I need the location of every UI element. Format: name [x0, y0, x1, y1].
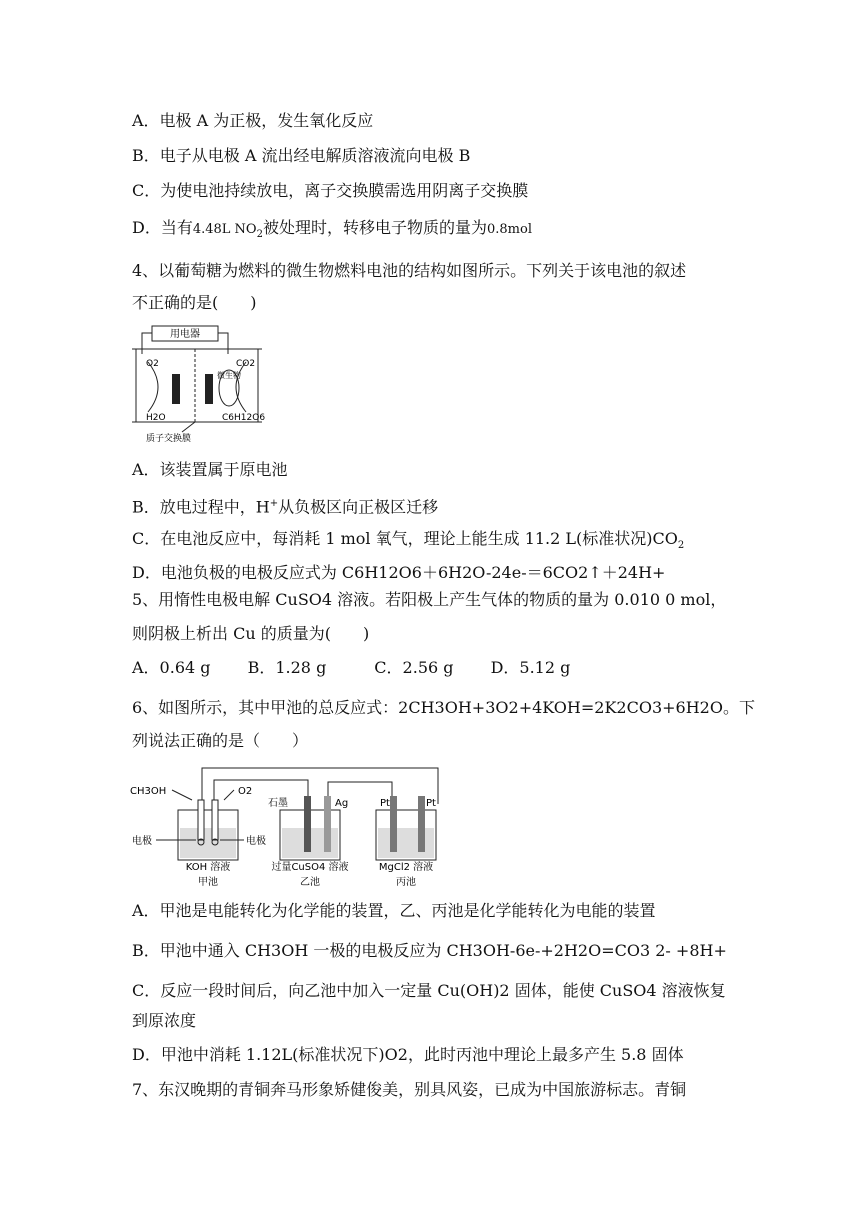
- q6-option-a: A．甲池是电能转化为化学能的装置，乙、丙池是化学能转化为电能的装置: [132, 901, 656, 920]
- electrolysis-diagram: [130, 760, 450, 890]
- electrode-left-label: 电极: [132, 836, 152, 847]
- graphite-label: 石墨: [268, 798, 288, 809]
- q6-option-c-line2: 到原浓度: [132, 1011, 197, 1030]
- q6-option-d: D．甲池中消耗 1.12L(标准状况下)O2，此时丙池中理论上最多产生 5.8 固体: [132, 1045, 684, 1064]
- ag-label: Ag: [335, 798, 349, 809]
- q4-option-a: A．该装置属于原电池: [132, 460, 288, 479]
- bing-label: 丙池: [396, 877, 416, 888]
- q7-stem-line1: 7、东汉晚期的青铜奔马形象矫健俊美，别具风姿，已成为中国旅游标志。青铜: [132, 1080, 687, 1099]
- h2o-label: H2O: [146, 413, 166, 423]
- pt2-label: Pt: [426, 798, 436, 809]
- microbe-label: 微生物: [217, 371, 241, 380]
- pt1-label: Pt: [380, 798, 390, 809]
- glucose-label: C6H12O6: [222, 413, 266, 423]
- q4-stem-line2: 不正确的是( ): [132, 293, 257, 312]
- fuel-cell-diagram: [132, 322, 272, 444]
- electrode-right-label: 电极: [246, 836, 266, 847]
- q3-option-b: B．电子从电极 A 流出经电解质溶液流向电极 B: [132, 146, 471, 165]
- o2-label: O2: [146, 359, 159, 369]
- mgcl2-label: MgCl2 溶液: [378, 862, 434, 873]
- q6-option-c-line1: C．反应一段时间后，向乙池中加入一定量 Cu(OH)2 固体，能使 CuSO4 溶液恢复: [132, 981, 726, 1000]
- q6-stem-line1: 6、如图所示，其中甲池的总反应式：2CH3OH+3O2+4KOH=2K2CO3+6H2O。下: [132, 698, 755, 717]
- o2-label: O2: [238, 786, 253, 797]
- cuso4-label: 过量CuSO4 溶液: [271, 862, 349, 873]
- q4-option-b: B．放电过程中，H+从负极区向正极区迁移: [132, 497, 439, 517]
- koh-label: KOH 溶液: [185, 862, 231, 873]
- q5-stem-line2: 则阴极上析出 Cu 的质量为( ): [132, 624, 370, 643]
- ch3oh-label: CH3OH: [130, 786, 167, 797]
- co2-label: CO2: [236, 359, 256, 369]
- q4-option-c: C．在电池反应中，每消耗 1 mol 氧气，理论上能生成 11.2 L(标准状况)$CO_2$: [132, 529, 685, 552]
- q4-option-d: D．电池负极的电极反应式为 C6H12O6＋6H2O-24e-＝6CO2↑＋24H+: [132, 563, 666, 582]
- q3-option-a: A．电极 A 为正极，发生氧化反应: [132, 111, 374, 130]
- membrane-label: 质子交换膜: [146, 434, 192, 444]
- jia-label: 甲池: [198, 877, 218, 888]
- q5-stem-line1: 5、用惰性电极电解 CuSO4 溶液。若阳极上产生气体的物质的量为 0.010 0 mol，: [132, 590, 727, 609]
- q4-stem-line1: 4、以葡萄糖为燃料的微生物燃料电池的结构如图所示。下列关于该电池的叙述: [132, 261, 687, 280]
- q5-options: A．0.64 g B．1.28 g C．2.56 g D．5.12 g: [132, 658, 571, 677]
- q3-option-d: D．当有4.48L $NO_2$被处理时，转移电子物质的量为0.8mol: [132, 218, 532, 241]
- device-label: 用电器: [170, 329, 200, 340]
- q6-option-b: B．甲池中通入 CH3OH 一极的电极反应为 CH3OH-6e-+2H2O=CO3 2- +8H+: [132, 941, 727, 960]
- yi-label: 乙池: [300, 877, 320, 888]
- q6-stem-line2: 列说法正确的是（ ）: [132, 731, 309, 750]
- q3-option-c: C．为使电池持续放电，离子交换膜需选用阴离子交换膜: [132, 181, 529, 200]
